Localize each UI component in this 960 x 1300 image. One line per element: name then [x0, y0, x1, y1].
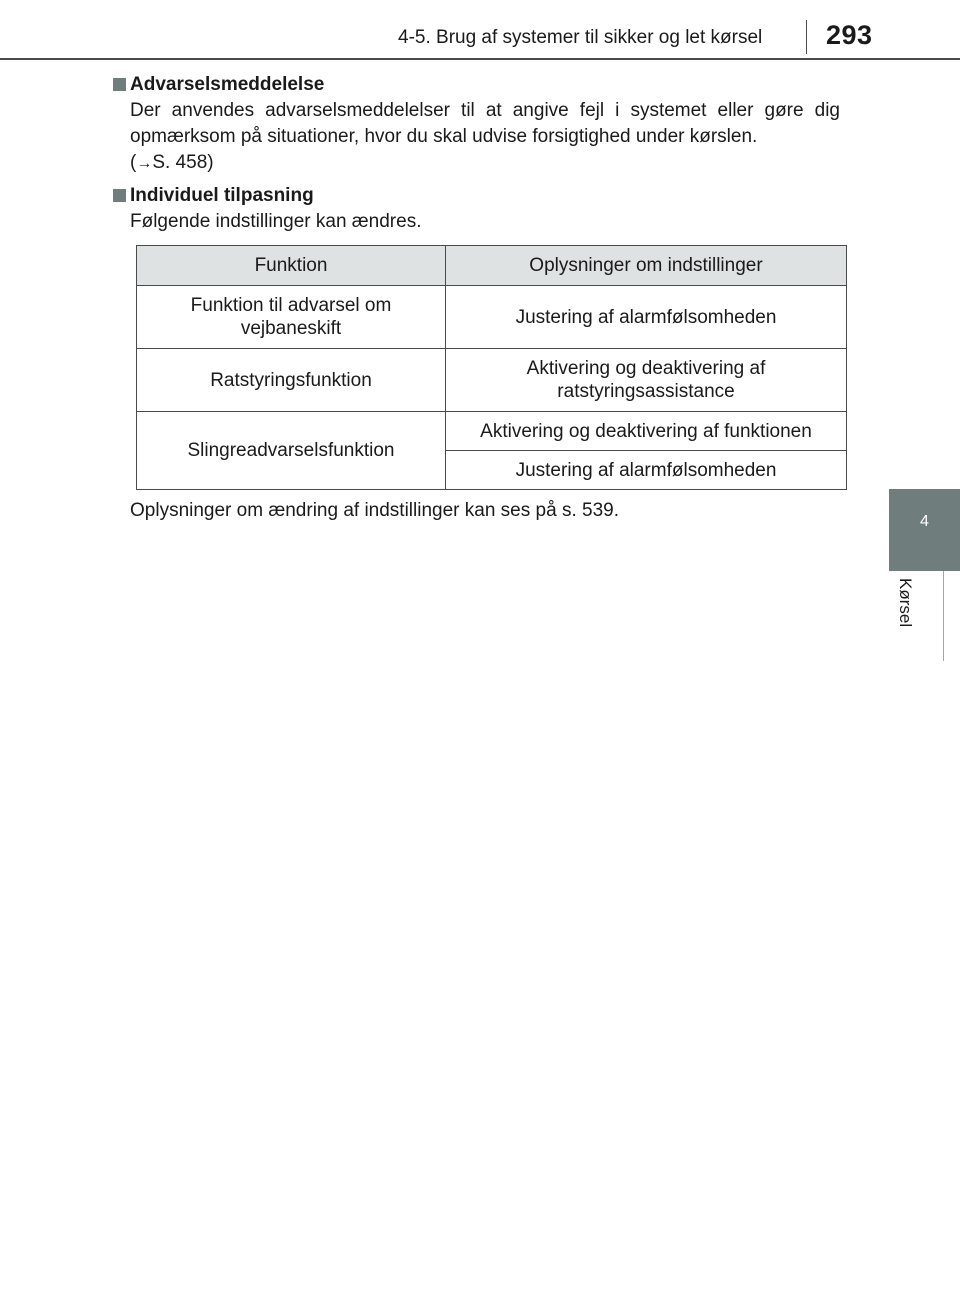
paragraph-text: Følgende indstillinger kan ændres.: [130, 211, 422, 232]
square-bullet-icon: [113, 189, 126, 202]
page-reference-link[interactable]: S. 458): [152, 152, 214, 173]
side-rule: [943, 571, 944, 661]
settings-table: [136, 245, 847, 490]
square-bullet-icon: [113, 78, 126, 91]
table-header-cell: Oplysninger om indstillinger: [446, 246, 847, 286]
paragraph-text: Der anvendes advarselsmeddelelser til at angive fejl i systemet eller gøre dig opmærksom på situationer, hvor du skal udvise forsigtighed under kørslen.: [130, 100, 840, 147]
chapter-label-text: Kørsel: [896, 578, 915, 628]
table-row: [137, 349, 847, 412]
section-title: Advarselsmeddelelse: [130, 74, 325, 95]
header-divider: [806, 20, 807, 54]
page-number: 293: [826, 20, 873, 50]
page-content: [110, 72, 840, 235]
ref-open: (: [130, 152, 137, 173]
table-cell-setting: Aktivering og deaktivering af funktionen: [446, 412, 847, 451]
page-header: [0, 0, 960, 62]
header-section-title: 4-5. Brug af systemer til sikker og let kørsel: [398, 27, 763, 48]
table-cell-setting: Justering af alarmfølsomheden: [446, 451, 847, 490]
section-heading-advarsel: [110, 72, 840, 98]
table-row: [137, 412, 847, 451]
section-paragraph: [110, 209, 840, 235]
header-rule: [0, 58, 960, 60]
table-cell-function: Slingreadvarselsfunktion: [137, 412, 446, 490]
arrow-right-icon: →: [136, 155, 153, 172]
table-cell-setting: Aktivering og deaktivering af ratstyringsassistance: [446, 349, 847, 412]
chapter-label: [895, 578, 919, 638]
chapter-tab: [889, 489, 960, 571]
section-paragraph: [110, 98, 840, 177]
section-heading-tilpasning: [110, 183, 840, 209]
table-cell-function: Funktion til advarsel om vejbaneskift: [137, 286, 446, 349]
section-title: Individuel tilpasning: [130, 185, 314, 206]
settings-note: Oplysninger om ændring af indstillinger kan ses på s. 539.: [130, 500, 619, 521]
table-cell-setting: Justering af alarmfølsomheden: [446, 286, 847, 349]
table-header-cell: Funktion: [137, 246, 446, 286]
table-header-row: [137, 246, 847, 286]
chapter-number: 4: [920, 513, 929, 530]
table-cell-function: Ratstyringsfunktion: [137, 349, 446, 412]
table-row: [137, 286, 847, 349]
